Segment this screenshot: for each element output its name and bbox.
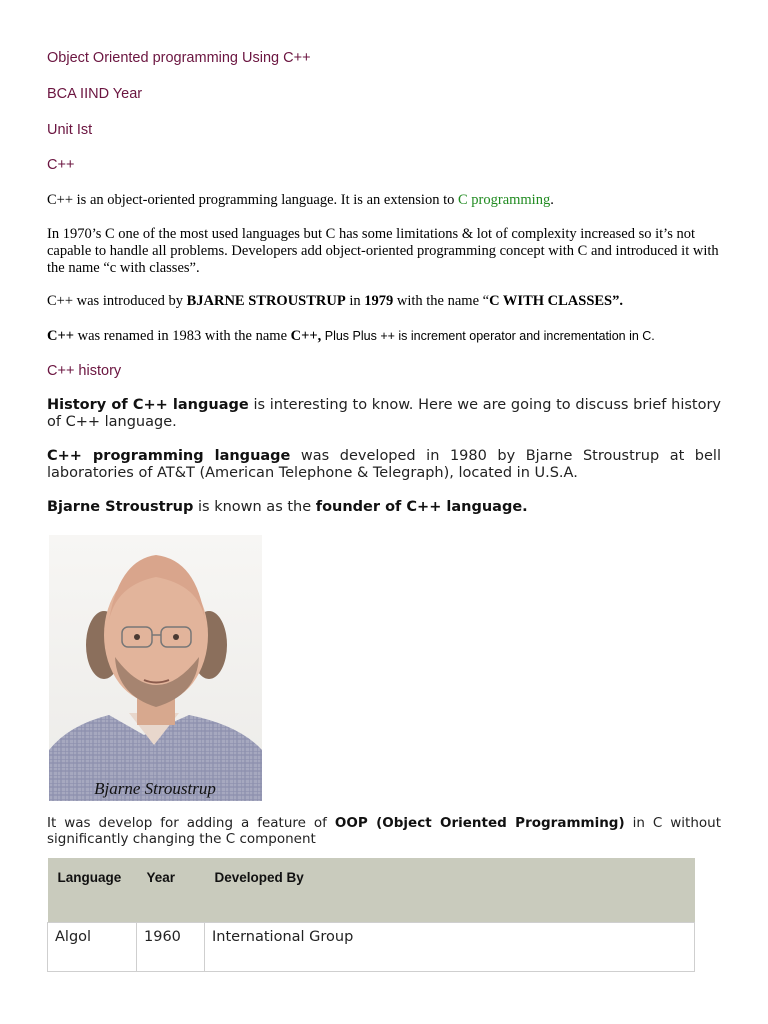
intro-paragraph: C++ is an object-oriented programming language. It is an extension to C programming. — [47, 192, 554, 208]
year-heading: BCA IIND Year — [47, 86, 143, 102]
language-table — [47, 858, 695, 972]
history-paragraph: History of C++ language is interesting to know. Here we are going to discuss brief history of C++ language. — [47, 397, 721, 430]
c-programming-link[interactable]: C programming — [457, 192, 551, 208]
renamed-paragraph: C++ was renamed in 1983 with the name C++, Plus Plus ++ is increment operator and incrementation in C. — [47, 328, 655, 344]
header-year: Year — [137, 858, 205, 923]
developed-paragraph: C++ programming language was developed in 1980 by Bjarne Stroustrup at bell laboratories of AT&T (American Telephone & Telegraph), located in U.S.A. — [47, 448, 721, 481]
history-heading: C++ history — [47, 363, 122, 379]
portrait-illustration — [49, 535, 262, 801]
table-row — [48, 923, 695, 972]
header-developed-by: Developed By — [205, 858, 695, 923]
photo-caption: Bjarne Stroustrup — [94, 779, 216, 798]
cell-language: Algol — [48, 923, 137, 972]
limitations-paragraph: In 1970’s C one of the most used languages but C has some limitations & lot of complexity increased so it’s not capable to handle all problems. Developers add object-oriented programming concept with C and introduced it with the name “c with classes”. — [47, 226, 719, 276]
unit-heading: Unit Ist — [47, 122, 93, 138]
table-header-row — [48, 858, 695, 923]
course-title: Object Oriented programming Using C++ — [47, 50, 311, 66]
cell-developed-by: International Group — [205, 923, 695, 972]
header-language: Language — [48, 858, 137, 923]
topic-heading: C++ — [47, 157, 75, 173]
stroustrup-photo — [49, 535, 262, 801]
oop-paragraph: It was develop for adding a feature of OOP (Object Oriented Programming) in C without significantly changing the C component — [47, 815, 722, 847]
founder-paragraph: Bjarne Stroustrup is known as the founder of C++ language. — [47, 499, 528, 515]
cell-year: 1960 — [137, 923, 205, 972]
introduced-paragraph: C++ was introduced by BJARNE STROUSTRUP in 1979 with the name “C WITH CLASSES”. — [47, 293, 623, 309]
